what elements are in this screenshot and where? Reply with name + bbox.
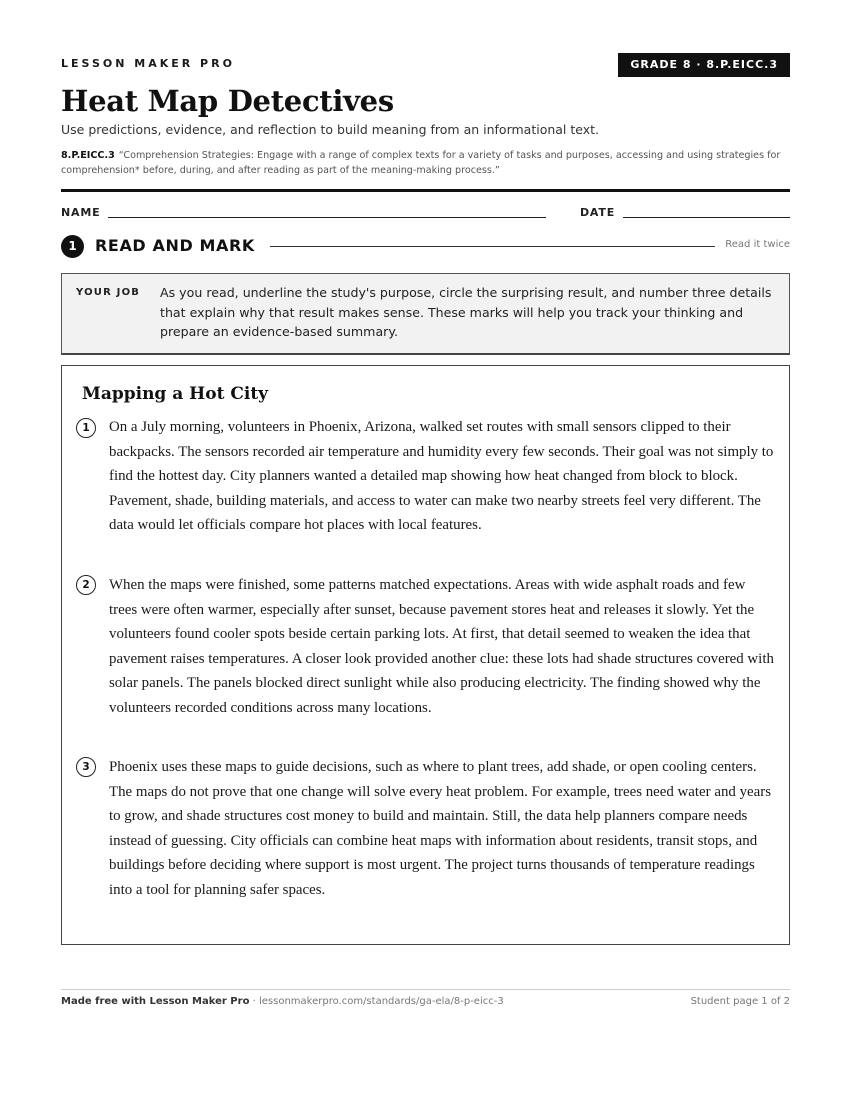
reading-passage <box>61 365 790 945</box>
name-field[interactable] <box>108 217 546 218</box>
standard-text: “Comprehension Strategies: Engage with a range of complex texts for a variety of tasks and purposes, accessing and using strategies for comprehension* before, during, and after reading as part of the meaning-making process.” <box>61 150 781 176</box>
footer-credit <box>61 996 504 1007</box>
paragraph-number-1: 1 <box>76 418 96 438</box>
passage-paragraph-3: Phoenix uses these maps to guide decisions, such as where to plant trees, add shade, or open cooling centers. The maps do not prove that one change will solve every heat problem. For example, trees need water and years to grow, and shade structures cost money to build and maintain. Still, the data help planners compare needs instead of guessing. City officials can combine heat maps with information about residents, transit stops, and buildings before deciding where support is most urgent. The project turns thousands of temperature readings into a tool for planning safer spaces. <box>109 759 771 898</box>
page-subtitle: Use predictions, evidence, and reflection to build meaning from an informational text. <box>61 122 600 137</box>
paragraph-number-3: 3 <box>76 757 96 777</box>
section-number-badge: 1 <box>61 235 84 258</box>
header-divider <box>61 189 790 192</box>
your-job-label: YOUR JOB <box>76 287 141 298</box>
section-divider <box>270 246 715 247</box>
section-title: READ AND MARK <box>95 236 255 255</box>
page-title: Heat Map Detectives <box>61 84 394 118</box>
paragraph-number-2: 2 <box>76 575 96 595</box>
passage-paragraph-2: When the maps were finished, some patterns matched expectations. Areas with wide asphalt roads and few trees were often warmer, especially after sunset, because pavement stores heat and releases it slowly. Yet the volunteers found cooler spots beside certain parking lots. At first, that detail seemed to weaken the idea that pavement raises temperatures. A closer look provided another clue: these lots had shade structures covered with solar panels. The panels blocked direct sunlight while also producing electricity. The finding showed why the volunteers recorded conditions across many locations. <box>109 577 774 716</box>
passage-paragraph-1: On a July morning, volunteers in Phoenix, Arizona, walked set routes with small sensors clipped to their backpacks. The sensors recorded air temperature and humidity every few seconds. Their goal was not simply to find the hottest day. City planners wanted a detailed map showing how heat changed from block to block. Pavement, shade, building materials, and access to water can make two nearby streets feel very different. The data would let officials compare hot places with local features. <box>109 419 774 533</box>
date-label: DATE <box>580 206 616 219</box>
your-job-text: As you read, underline the study's purpose, circle the surprising result, and number three details that explain why that result makes sense. These marks will help you track your thinking and prepare an evidence-based summary. <box>160 285 772 339</box>
date-field[interactable] <box>623 217 790 218</box>
brand-name: LESSON MAKER PRO <box>61 57 235 70</box>
worksheet-page <box>61 0 790 1100</box>
name-label: NAME <box>61 206 101 219</box>
footer-url[interactable]: · lessonmakerpro.com/standards/ga-ela/8-p-eicc-3 <box>249 996 504 1007</box>
your-job-box <box>61 273 790 355</box>
footer-made-with: Made free with Lesson Maker Pro <box>61 996 250 1007</box>
page-indicator: Student page 1 of 2 <box>690 996 790 1007</box>
section-note: Read it twice <box>725 239 790 250</box>
standard-code: 8.P.EICC.3 <box>61 150 115 161</box>
grade-badge: GRADE 8 · 8.P.EICC.3 <box>618 53 790 77</box>
standard-description <box>61 148 790 178</box>
passage-title: Mapping a Hot City <box>82 384 269 404</box>
footer-divider <box>61 989 790 990</box>
